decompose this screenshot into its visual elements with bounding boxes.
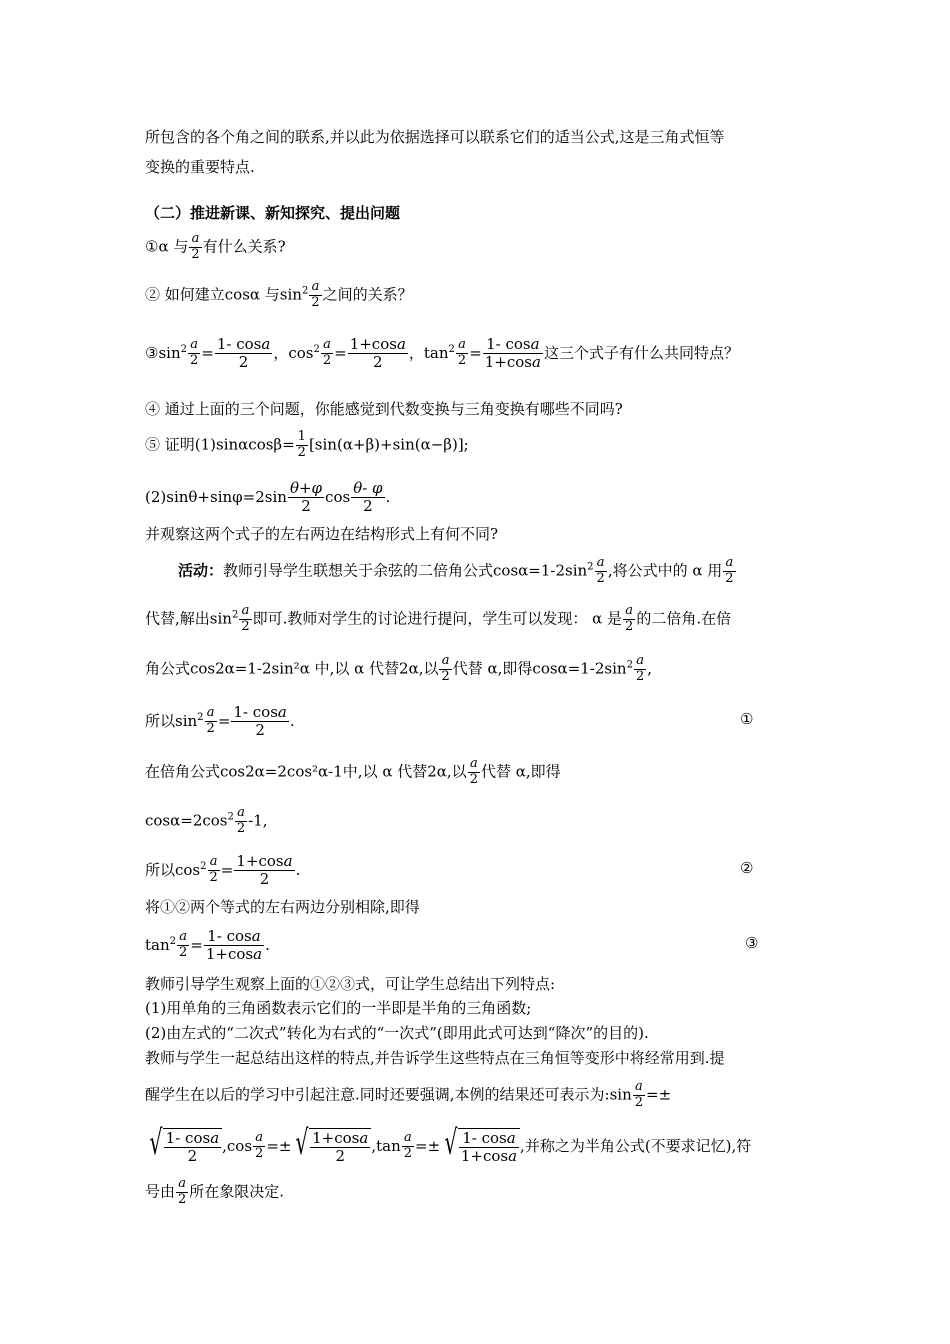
fraction-a-over-2: $\frac{a}{2}$	[189, 337, 199, 369]
sqrt-tan-half: √ $\frac{1- \cos a}{1+\cos a}$	[440, 1128, 520, 1166]
q6-text: (2)sinθ+sinφ=2sin	[145, 487, 287, 506]
sqrt-sin-half: √ $\frac{1- \cos a}{2}$	[145, 1128, 222, 1166]
sum7-tail: 所在象限决定.	[189, 1182, 285, 1201]
activity-line-1: 活动：教师引导学生联想关于余弦的二倍角公式$\cos\alpha=1-2\sin^2$ $\frac{a}{2}$ ,将公式中的 α 用 $\frac{a}{2}$	[178, 555, 734, 586]
q3-cos: ，cos	[273, 343, 314, 362]
activity-text: 即可.教师对学生的讨论进行提问，学生可以发现： α 是	[252, 609, 623, 628]
sum5-text: 醒学生在以后的学习中引起注意.同时还要强调,本例的结果还可表示为:sin	[145, 1085, 632, 1104]
summary-line: 教师引导学生观察上面的①②③式，可让学生总结出下列特点:	[145, 975, 556, 993]
eq3-lead: tan	[145, 935, 170, 954]
eq1-lead: 所以sin	[145, 711, 198, 730]
eq-mid-text: cosα=2cos	[145, 811, 228, 830]
section-heading: （二）推进新课、新知探究、提出问题	[145, 204, 401, 222]
question-7: 并观察这两个式子的左右两边在结构形式上有何不同?	[145, 525, 499, 543]
fraction-a-over-2: $\frac{a}{2}$	[209, 854, 218, 886]
eq-mid-tail: -1,	[248, 811, 268, 830]
activity-line-3: 角公式cos2α=1-2sin²α 中,以 α 代替2α,以 $\frac{a}{2}$ 代替 α,即得$\cos\alpha=1-2\sin^2$ $\frac{a}{2}$ ,	[145, 653, 652, 684]
q6-period: .	[385, 487, 391, 506]
fraction-a-over-2: $\frac{a}{2}$	[241, 603, 250, 634]
q3-lead: ③sin	[145, 343, 181, 362]
line-cos-text: 在倍角公式cos2α=2cos²α-1中,以 α 代替2α,以	[145, 762, 467, 781]
question-5	[145, 430, 469, 461]
q1-text: ①α 与	[145, 237, 189, 256]
fraction-theta-minus-phi: $\frac{\theta- \varphi}{2}$	[353, 479, 383, 516]
question-4: ④ 通过上面的三个问题，你能感觉到代数变换与三角变换有哪些不同吗?	[145, 400, 623, 418]
activity-line-2: 代替,解出$\sin^2$ $\frac{a}{2}$ 即可.教师对学生的讨论进行提问，学生可以发现： α 是 $\frac{a}{2}$ 的二倍角.在倍	[145, 603, 732, 634]
fraction-a-over-2: $\frac{a}{2}$	[178, 1176, 187, 1207]
fraction-one-plus-cos-over-2: $\frac{1+\cos a}{2}$	[236, 852, 293, 889]
fraction-a-over-2: $\frac{a}{2}$	[725, 555, 734, 586]
summary-line: (1)用单角的三角函数表示它们的一半即是半角的三角函数;	[145, 999, 532, 1017]
sqrt-cos-half: √ $\frac{1+\cos a}{2}$	[291, 1128, 371, 1166]
question-6	[145, 480, 390, 516]
summary-line: (2)由左式的“二次式”转化为右式的“一次式”(即用此式可达到“降次”的目的).	[145, 1024, 649, 1042]
summary-line: 教师与学生一起总结出这样的特点,并告诉学生这些特点在三角恒等变形中将经常用到.提	[145, 1049, 725, 1067]
summary-line-6	[145, 1123, 752, 1166]
fraction-a-over-2: $\frac{a}{2}$	[441, 653, 450, 684]
equation-mark-1: ①	[740, 710, 754, 728]
sum6-pm2: =±	[415, 1136, 441, 1155]
equation-3: $\tan^2$ $\frac{a}{2}$ = $\frac{1- \cos a}{1+\cos a}$ .	[145, 927, 270, 964]
q5-text-tail: [sin(α+β)+sin(α−β)];	[308, 435, 469, 454]
equation-mark-2: ②	[740, 859, 754, 877]
line-cos-tail: 代替 α,即得	[480, 762, 561, 781]
fraction-a-over-2: $\frac{a}{2}$	[625, 603, 634, 634]
eq1-period: .	[289, 711, 295, 730]
summary-line-7	[145, 1177, 284, 1208]
summary-line-5	[145, 1080, 671, 1111]
fraction-a-over-2: $\frac{a}{2}$	[311, 279, 320, 310]
activity-text: 的二倍角.在倍	[636, 609, 732, 628]
fraction-a-over-2: $\frac{a}{2}$	[179, 929, 188, 961]
fraction-one-minus-cos-over-2: $\frac{1- \cos a}{2}$	[216, 335, 271, 372]
equation-mark-3: ③	[745, 934, 759, 952]
eq2-lead: 所以cos	[145, 860, 201, 879]
fraction-theta-plus-phi: $\frac{\theta+\varphi}{2}$	[289, 479, 323, 516]
paragraph-line: 所包含的各个角之间的联系,并以此为依据选择可以联系它们的适当公式,这是三角式恒等	[145, 128, 725, 146]
activity-text: 代替 α,即得cosα=1-2sin	[452, 659, 627, 678]
activity-text: ,将公式中的 α 用	[607, 561, 723, 580]
eq2-period: .	[295, 860, 301, 879]
fraction-tan-half: $\frac{1- \cos a}{1+\cos a}$	[205, 927, 263, 964]
fraction-a-over-2: $\frac{a}{2}$	[457, 337, 467, 369]
fraction-a-over-2: $\frac{a}{2}$	[469, 756, 478, 787]
sum6-cos: ,cos	[222, 1136, 253, 1155]
question-3: $③\sin^2$ $\frac{a}{2}$ = $\frac{1- \cos a}{2}$ ，$\cos^2$ $\frac{a}{2}$ = $\frac{1+\cos a}{2}$ ，$\tan^2$ $\frac{a}{2}$ = $\frac{1- \cos a}{1+\cos a}$ 这三个式子有什么共同特点？	[145, 335, 739, 372]
q2-text-tail: 之间的关系？	[322, 285, 413, 304]
fraction-a-over-2: $\frac{a}{2}$	[191, 231, 200, 262]
q5-text: ⑤ 证明(1)sinαcosβ=	[145, 435, 295, 454]
fraction-one-plus-cos-over-2: $\frac{1+\cos a}{2}$	[349, 335, 406, 372]
sum6-pm: =±	[266, 1136, 292, 1155]
fraction-tan-half: $\frac{1- \cos a}{1+\cos a}$	[484, 335, 541, 372]
sum6-tail: ,并称之为半角公式(不要求记忆),符	[520, 1136, 752, 1155]
sum7-text: 号由	[145, 1182, 176, 1201]
q6-cos: cos	[325, 487, 351, 506]
activity-label: 活动：	[178, 561, 224, 580]
q3-tan: ，tan	[408, 343, 449, 362]
fraction-a-over-2: $\frac{a}{2}$	[635, 653, 645, 684]
activity-text: ,	[647, 659, 652, 678]
q1-text-tail: 有什么关系?	[202, 237, 286, 256]
activity-text: 教师引导学生联想关于余弦的二倍角公式cosα=1-2sin	[223, 561, 588, 580]
question-2: ② 如何建立cosα 与$\sin^2$ $\frac{a}{2}$ 之间的关系？	[145, 279, 413, 310]
equation-2: 所以$\cos^2$ $\frac{a}{2}$ = $\frac{1+\cos a}{2}$ .	[145, 852, 301, 889]
sum5-pm: =±	[646, 1085, 672, 1104]
fraction-a-over-2: $\frac{a}{2}$	[403, 1130, 413, 1162]
equation-mid: $\cos\alpha=2\cos^2$ $\frac{a}{2}$ -1,	[145, 805, 268, 836]
eq3-period: .	[265, 935, 270, 954]
question-1	[145, 232, 286, 263]
fraction-a-over-2: $\frac{a}{2}$	[206, 705, 215, 737]
equation-1: 所以$\sin^2$ $\frac{a}{2}$ = $\frac{1- \cos a}{2}$ .	[145, 703, 295, 740]
paragraph-line: 变换的重要特点.	[145, 158, 255, 176]
fraction-a-over-2: $\frac{a}{2}$	[322, 337, 332, 369]
fraction-a-over-2: $\frac{a}{2}$	[634, 1079, 644, 1110]
fraction-a-over-2: $\frac{a}{2}$	[255, 1130, 264, 1162]
paragraph-line: 将①②两个等式的左右两边分别相除,即得	[145, 898, 420, 916]
q2-text: ② 如何建立cosα 与sin	[145, 285, 302, 304]
fraction-one-minus-cos-over-2: $\frac{1- \cos a}{2}$	[233, 703, 287, 740]
fraction-a-over-2: $\frac{a}{2}$	[596, 555, 605, 586]
fraction-half: $\frac{1}{2}$	[297, 429, 306, 460]
sum6-tan: ,tan	[371, 1136, 401, 1155]
activity-text: 代替,解出sin	[145, 609, 232, 628]
paragraph-line	[145, 757, 561, 788]
fraction-a-over-2: $\frac{a}{2}$	[236, 805, 246, 836]
q3-tail: 这三个式子有什么共同特点？	[543, 343, 739, 362]
activity-text: 角公式cos2α=1-2sin²α 中,以 α 代替2α,以	[145, 659, 439, 678]
